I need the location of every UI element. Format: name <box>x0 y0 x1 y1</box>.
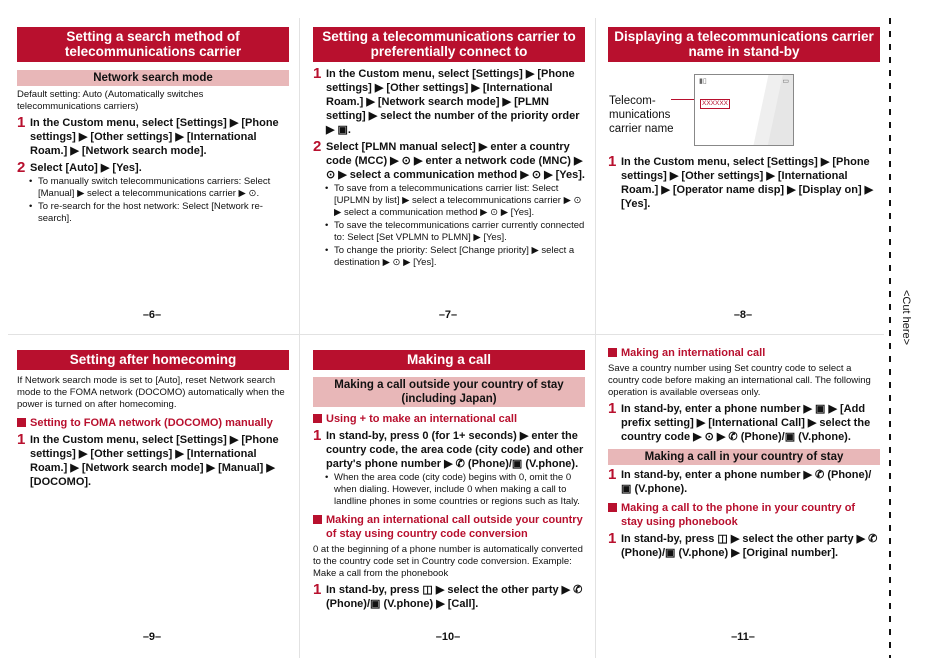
sub-heading: Making a call in your country of stay <box>608 449 880 465</box>
panel-homecoming <box>17 350 289 489</box>
section-heading: Making an international call outside your country of stay using country code conversion <box>313 513 585 541</box>
bullet: • To save the telecommunications carrier currently connected to: Select [Set VPLMN to PLMN] ▶ [Yes]. <box>325 220 585 243</box>
step: 1 In the Custom menu, select [Settings] ▶ [Phone settings] ▶ [Other settings] ▶ [International Roam.] ▶ [Network search mode]. <box>17 114 279 157</box>
step: 2 Select [Auto] ▶ [Yes]. <box>17 159 142 176</box>
sub-heading: Network search mode <box>17 70 289 86</box>
section-heading: Setting to FOMA network (DOCOMO) manually <box>17 416 289 430</box>
carrier-name-box: XXXXXX <box>702 100 729 107</box>
step: 1 In stand-by, press ◫ ▶ select the other party ▶ ✆ (Phone)/▣ (V.phone) ▶ [Original number]. <box>608 530 878 559</box>
column-divider <box>595 18 596 658</box>
step: 1 In the Custom menu, select [Settings] ▶ [Phone settings] ▶ [Other settings] ▶ [International Roam.] ▶ [Operator name disp] ▶ [Display on] ▶ [Yes]. <box>608 153 874 210</box>
panel-title: Displaying a telecommunications carrier name in stand-by <box>608 27 880 62</box>
panel-making-call <box>313 350 585 611</box>
section-heading: Making a call to the phone in your country of stay using phonebook <box>608 501 880 529</box>
step: 1 In stand-by, press 0 (for 1+ seconds) ▶ enter the country code, the area code (city code) and other party's phone number ▶ ✆ (Phone)/▣ (V.phone). <box>313 427 584 470</box>
page-number: –8– <box>733 309 753 321</box>
page-number: –11– <box>731 631 755 643</box>
bullet: • To re-search for the host network: Select [Network re-search]. <box>29 201 263 224</box>
sub-heading: Making a call outside your country of stay (including Japan) <box>313 377 585 407</box>
cut-label: <Cut here> <box>900 290 912 346</box>
bullet: • To manually switch telecommunications carriers: Select [Manual] ▶ select a telecommunications carrier ▶ ⊙. <box>29 176 271 199</box>
row-divider <box>8 334 884 335</box>
page-number: –9– <box>142 631 162 643</box>
panel-preferred-carrier <box>313 27 585 269</box>
panel-title: Setting a telecommunications carrier to preferentially connect to <box>313 27 585 62</box>
note-text: Default setting: Auto (Automatically switches telecommunications carriers) <box>17 89 204 112</box>
bullet: • To save from a telecommunications carrier list: Select [UPLMN by list] ▶ select a telecommunications carrier ▶ ⊙ ▶ select a communication method ▶ ⊙ ▶ [Yes]. <box>325 183 582 218</box>
bullet: • To change the priority: Select [Change priority] ▶ select a destination ▶ ⊙ ▶ [Yes]. <box>325 245 575 268</box>
step: 1 In stand-by, enter a phone number ▶ ✆ (Phone)/▣ (V.phone). <box>608 466 872 495</box>
step: 1 In the Custom menu, select [Settings] ▶ [Phone settings] ▶ [Other settings] ▶ [International Roam.] ▶ [Network search mode] ▶ [PLMN setting] ▶ select the number of the priority order ▶ ▣. <box>313 65 580 136</box>
panel-international-call <box>608 346 880 560</box>
section-heading: Using + to make an international call <box>313 412 585 426</box>
panel-title: Making a call <box>313 350 585 370</box>
note-text: If Network search mode is set to [Auto], reset Network search mode to the FOMA network (DOCOMO) automatically when the power is turned on after homecoming. <box>17 375 285 410</box>
signal-icon: ▮▯ <box>699 78 707 85</box>
step: 1 In stand-by, enter a phone number ▶ ▣ ▶ [Add prefix setting] ▶ [International Call] ▶ select the country code ▶ ⊙ ▶ ✆ (Phone)/▣ (V.phone). <box>608 400 871 443</box>
panel-carrier-name <box>608 27 880 211</box>
standby-figure <box>608 72 880 147</box>
page-number: –7– <box>438 309 458 321</box>
battery-icon: ▭ <box>782 78 789 85</box>
step: 1 In the Custom menu, select [Settings] ▶ [Phone settings] ▶ [Other settings] ▶ [International Roam.] ▶ [Network search mode] ▶ [Manual] ▶ [DOCOMO]. <box>17 431 279 488</box>
panel-network-search <box>17 27 289 225</box>
column-divider <box>299 18 300 658</box>
note-text: 0 at the beginning of a phone number is automatically converted to the country code set in Country code conversion. Example: Make a call from the phonebook <box>313 544 583 579</box>
note-text: Save a country number using Set country code to select a country code before making an international call. The following operation is available overseas only. <box>608 363 871 398</box>
phone-screen-image <box>694 74 794 146</box>
page-number: –10– <box>435 631 461 643</box>
panel-title: Setting a search method of telecommunications carrier <box>17 27 289 62</box>
cut-line <box>889 18 891 658</box>
bullet: • When the area code (city code) begins with 0, omit the 0 when dialing. However, include 0 when making a call to landline phones in some countries or regions such as Italy. <box>325 472 580 507</box>
figure-label: Telecom-munications carrier name <box>609 95 674 135</box>
step: 2 Select [PLMN manual select] ▶ enter a country code (MCC) ▶ ⊙ ▶ enter a network code (MNC) ▶ ⊙ ▶ select a communication method ▶ ⊙ ▶ [Yes]. <box>313 138 585 181</box>
step: 1 In stand-by, press ◫ ▶ select the other party ▶ ✆ (Phone)/▣ (V.phone) ▶ [Call]. <box>313 581 583 610</box>
page-number: –6– <box>142 309 162 321</box>
section-heading: Making an international call <box>608 346 880 360</box>
panel-title: Setting after homecoming <box>17 350 289 370</box>
